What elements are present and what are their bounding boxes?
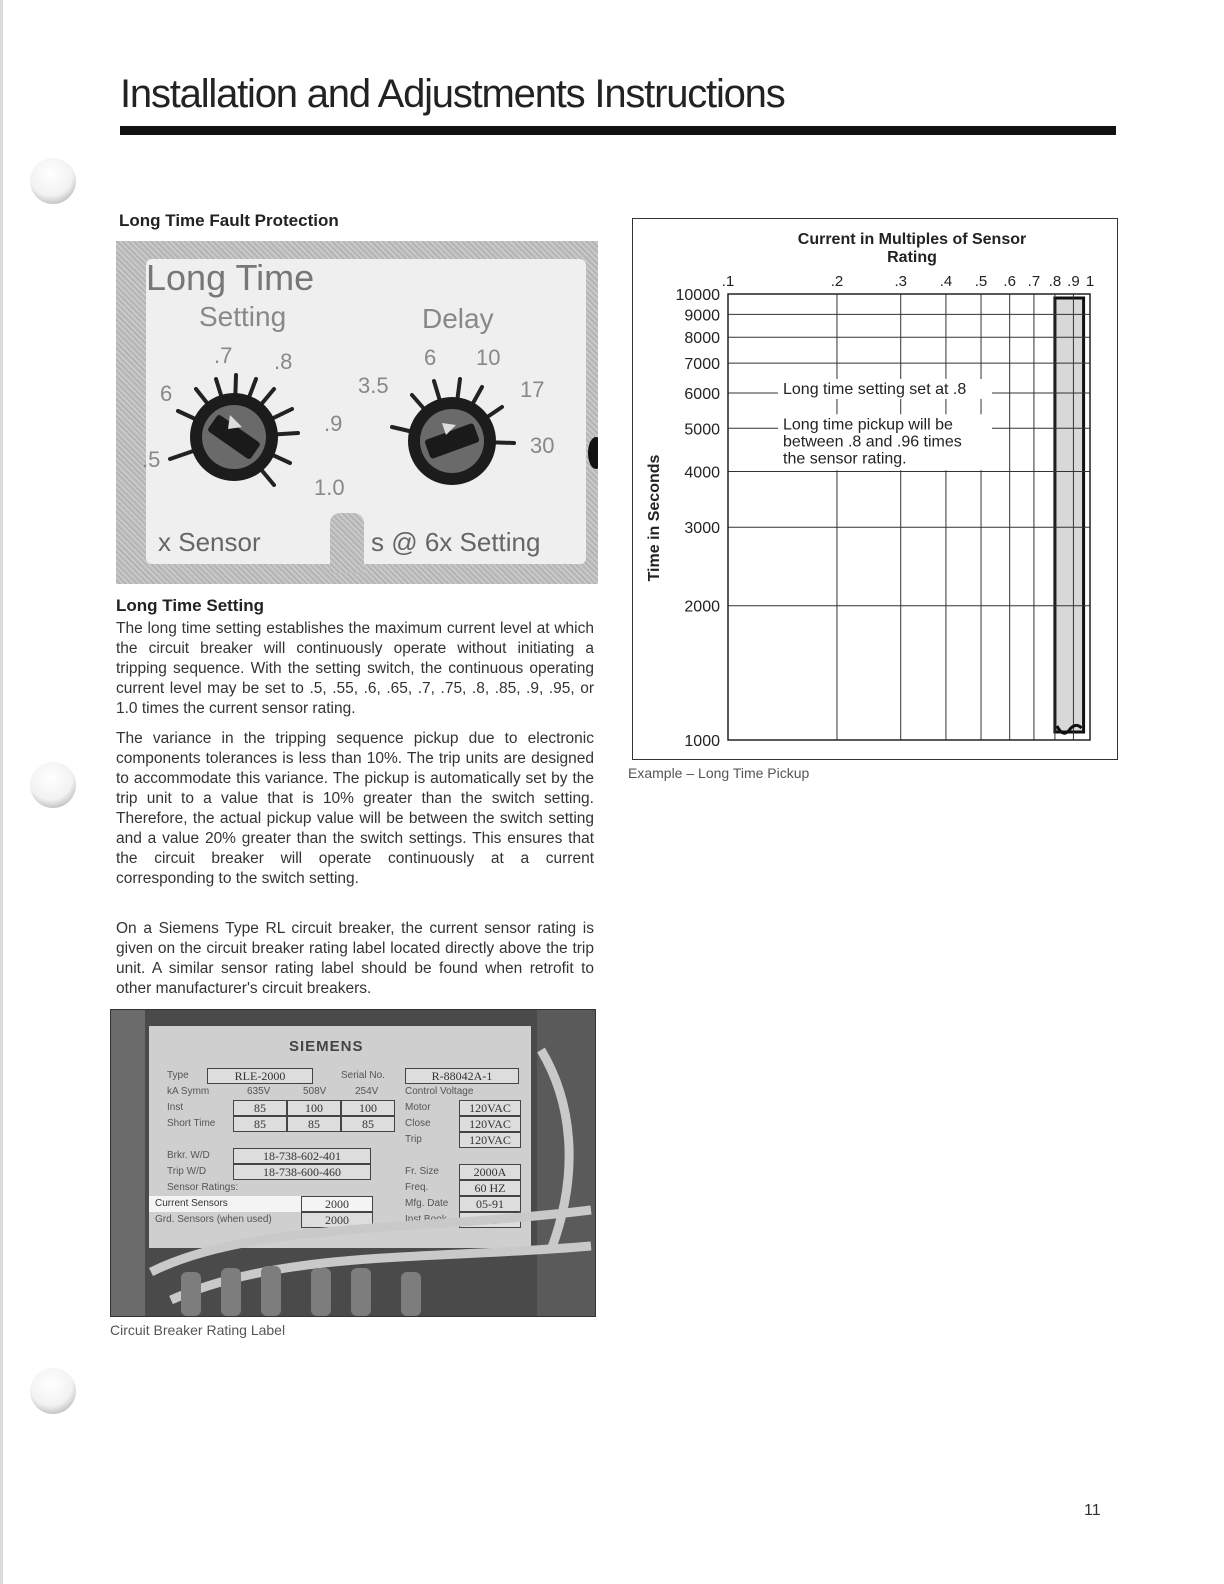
binder-hole: [30, 1368, 76, 1414]
setting-tick-label: 1.0: [314, 475, 345, 500]
edge-indicator-light: [588, 437, 598, 469]
plate-trip-wd-label: Trip W/D: [167, 1166, 207, 1177]
plate-trip-wd-value: 18-738-600-460: [233, 1164, 371, 1180]
plate-inst-book-value: SG: [459, 1212, 521, 1228]
plate-mfg-date-value: 05-91: [459, 1196, 521, 1212]
long-time-dial-photo: [116, 241, 598, 584]
delay-tick-label: 10: [476, 345, 501, 370]
setting-knob: [170, 375, 298, 485]
plate-serial-value: R-88042A-1: [405, 1068, 519, 1084]
dial-divider-notch: [330, 513, 364, 573]
chart-annotation: between .8 and .96 times: [783, 433, 962, 451]
delay-tick-label: 17: [520, 377, 545, 402]
plate-ka-label: kA Symm: [167, 1086, 210, 1097]
plate-inst-value: 85: [233, 1100, 287, 1116]
chart-y-tick-label: 7000: [684, 356, 720, 374]
section-heading: Long Time Fault Protection: [119, 211, 339, 230]
plate-current-sensors-label: Current Sensors: [149, 1196, 301, 1212]
setting-tick-label: 6: [160, 381, 173, 406]
chart-title: Current in Multiples of Sensor Rating: [797, 231, 1027, 266]
delay-tick-label: 6: [424, 345, 437, 370]
chart-x-tick-label: .7: [1027, 273, 1041, 290]
chart-y-tick-label: 1000: [684, 733, 720, 750]
plate-inst-label: Inst: [167, 1102, 184, 1113]
plate-grd-sensors-label: Grd. Sensors (when used): [155, 1214, 272, 1225]
page-edge: [0, 0, 3, 1584]
delay-tick-label: 3.5: [358, 373, 389, 398]
plate-fr-size-value: 2000A: [459, 1164, 521, 1180]
plate-voltage: 635V: [247, 1086, 271, 1097]
dial-sensor-label: x Sensor: [158, 527, 261, 557]
chart-x-tick-label: .8: [1048, 273, 1062, 290]
chart-x-tick-label: .4: [939, 273, 953, 290]
plate-brkr-wd-value: 18-738-602-401: [233, 1148, 371, 1164]
plate-grd-sensors-value: 2000: [301, 1212, 373, 1228]
breaker-wiring-illustration: [111, 1010, 595, 1316]
chart-y-tick-label: 5000: [684, 421, 720, 439]
chart-y-tick-label: 6000: [684, 385, 720, 403]
plate-inst-value: 100: [341, 1100, 395, 1116]
dial-title: Long Time: [146, 257, 315, 298]
binder-hole: [30, 158, 76, 204]
plate-type-value: RLE-2000: [207, 1068, 313, 1084]
plate-motor-value: 120VAC: [459, 1100, 521, 1116]
plate-short-time-value: 85: [233, 1116, 287, 1132]
plate-brand: SIEMENS: [289, 1038, 364, 1055]
delay-tick-label: 30: [530, 433, 555, 458]
chart-annotation: the sensor rating.: [783, 450, 907, 468]
chart-x-tick-label: .3: [894, 273, 907, 290]
chart-y-tick-label: 3000: [684, 520, 720, 538]
setting-tick-label: .5: [142, 447, 161, 472]
plate-current-sensors-value: 2000: [301, 1196, 373, 1212]
plate-trip-label: Trip: [405, 1134, 422, 1145]
chart-x-tick-label: 1: [1085, 273, 1095, 290]
article-paragraph: The variance in the tripping sequence pickup due to electronic components tolerances is less than 10%. The trip units are designed to accommodate this variance. The pickup is automatically set by the trip unit to a value that is 10% greater than the switch setting. Therefore, the actual pickup value will be between the switch setting and a value 20% greater than the switch settings. This ensures that the circuit breaker will operate continuously at a current corresponding to the switch setting.: [116, 730, 594, 887]
article-paragraph: On a Siemens Type RL circuit breaker, the current sensor rating is given on the circuit breaker rating label located directly above the trip unit. A similar sensor rating label should be found when retrofit to other manufacturer's circuit breakers.: [116, 920, 594, 997]
page-title: Installation and Adjustments Instructions: [120, 72, 785, 116]
chart-y-tick-label: 10000: [675, 287, 720, 304]
plate-short-time-label: Short Time: [167, 1118, 216, 1129]
plate-type-label: Type: [167, 1070, 189, 1081]
chart-y-tick-label: 9000: [684, 307, 720, 325]
plate-short-time-value: 85: [341, 1116, 395, 1132]
chart-annotation: Long time pickup will be: [783, 416, 953, 434]
plate-mfg-date-label: Mfg. Date: [405, 1198, 449, 1209]
chart-caption: Example – Long Time Pickup: [628, 765, 810, 781]
dial-delay-label: Delay: [422, 303, 494, 334]
plate-voltage: 508V: [303, 1086, 327, 1097]
article-heading: Long Time Setting: [116, 596, 264, 615]
plate-trip-value: 120VAC: [459, 1132, 521, 1148]
plate-freq-label: Freq.: [405, 1182, 429, 1193]
chart-plot-frame: [728, 294, 1090, 740]
plate-motor-label: Motor: [405, 1102, 431, 1113]
rating-label-photo: [110, 1009, 596, 1317]
plate-control-voltage-label: Control Voltage: [405, 1086, 474, 1097]
plate-brkr-wd-label: Brkr. W/D: [167, 1150, 210, 1161]
chart-x-tick-label: .1: [721, 273, 735, 290]
plate-close-value: 120VAC: [459, 1116, 521, 1132]
plate-inst-value: 100: [287, 1100, 341, 1116]
plate-sensor-ratings-label: Sensor Ratings:: [167, 1182, 239, 1193]
chart-x-tick-label: .5: [974, 273, 988, 290]
chart-x-tick-label: .9: [1067, 273, 1080, 290]
plate-fr-size-label: Fr. Size: [405, 1166, 439, 1177]
setting-tick-label: .7: [214, 343, 233, 368]
plate-short-time-value: 85: [287, 1116, 341, 1132]
chart-y-tick-label: 2000: [684, 598, 720, 616]
plate-freq-value: 60 HZ: [459, 1180, 521, 1196]
plate-voltage: 254V: [355, 1086, 379, 1097]
long-time-pickup-chart: [632, 218, 1118, 760]
chart-x-tick-label: .2: [830, 273, 844, 290]
chart-x-tick-label: .6: [1003, 273, 1016, 290]
setting-tick-label: .9: [324, 411, 343, 436]
dial-delay-unit-label: s @ 6x Setting: [371, 527, 541, 557]
chart-y-axis-label: Time in Seconds: [646, 454, 663, 582]
dial-setting-label: Setting: [199, 301, 287, 332]
title-rule: [120, 126, 1116, 135]
page-number: 11: [1084, 1502, 1101, 1519]
article-paragraph: The long time setting establishes the maximum current level at which the circuit breaker will continuously operate without initiating a tripping sequence. With the setting switch, the continuous operating current level may be set to .5, .55, .6, .65, .7, .75, .8, .85, .9, .95, or 1.0 times the current sensor rating.: [116, 620, 594, 717]
plate-close-label: Close: [405, 1118, 431, 1129]
chart-y-tick-label: 8000: [684, 330, 720, 348]
plate-inst-book-label: Inst Book: [405, 1214, 447, 1225]
chart-annotation: Long time setting set at .8: [783, 380, 967, 398]
setting-tick-label: .8: [274, 349, 293, 374]
plate-serial-label: Serial No.: [341, 1070, 385, 1081]
delay-knob: [392, 379, 514, 485]
label-photo-caption: Circuit Breaker Rating Label: [110, 1322, 286, 1338]
binder-hole: [30, 762, 76, 808]
chart-y-tick-label: 4000: [684, 464, 720, 482]
